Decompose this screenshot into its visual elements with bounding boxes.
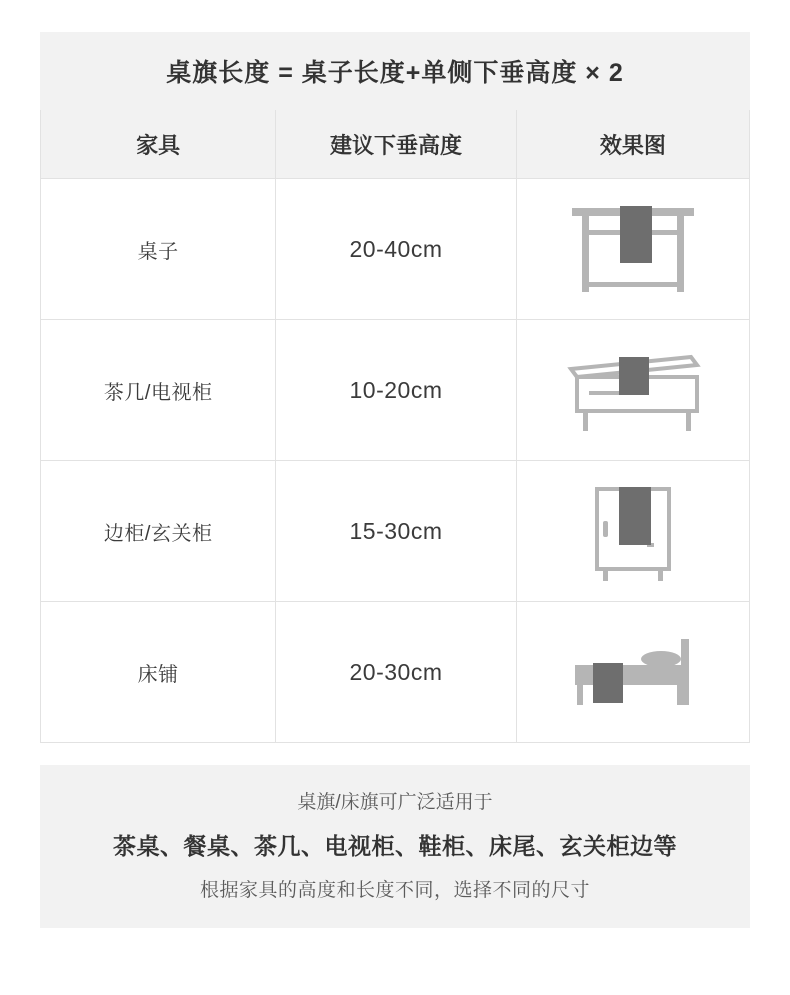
cell-figure	[516, 602, 749, 742]
cell-drop-height	[275, 179, 515, 319]
table-header-row	[41, 110, 749, 178]
side-cabinet-with-runner-icon	[517, 461, 749, 601]
cell-figure	[516, 179, 749, 319]
table-row	[41, 601, 749, 742]
footer-line-1: 桌旗/床旗可广泛适用于	[297, 792, 493, 813]
cell-furniture	[41, 461, 275, 601]
cell-furniture	[41, 179, 275, 319]
table-row	[41, 319, 749, 460]
header-drop-height: 建议下垂高度	[275, 110, 515, 178]
footer-line-2: 茶桌、餐桌、茶几、电视柜、鞋柜、床尾、玄关柜边等	[113, 833, 677, 859]
formula-banner	[40, 32, 750, 110]
cell-drop-height	[275, 461, 515, 601]
coffee-table-with-runner-icon	[517, 320, 749, 460]
cell-drop-height	[275, 602, 515, 742]
cell-furniture	[41, 602, 275, 742]
size-guide-table	[40, 110, 750, 743]
furniture-label: 床铺	[137, 663, 179, 686]
footer-line-3: 根据家具的高度和长度不同，选择不同的尺寸	[199, 880, 590, 901]
table-row	[41, 460, 749, 601]
desk-with-runner-icon	[517, 179, 749, 319]
cell-furniture	[41, 320, 275, 460]
cell-figure	[516, 320, 749, 460]
formula-text: 桌旗长度 = 桌子长度+单侧下垂高度 × 2	[166, 59, 624, 87]
table-row	[41, 178, 749, 319]
furniture-label: 边柜/玄关柜	[103, 522, 213, 545]
drop-height-label: 20-40cm	[349, 235, 443, 262]
cell-drop-height	[275, 320, 515, 460]
footer-note	[40, 765, 750, 928]
furniture-label: 茶几/电视柜	[103, 381, 213, 404]
header-figure: 效果图	[516, 110, 749, 178]
furniture-label: 桌子	[137, 240, 179, 263]
drop-height-label: 15-30cm	[349, 517, 443, 544]
bed-with-runner-icon	[517, 602, 749, 742]
drop-height-label: 20-30cm	[349, 658, 443, 685]
header-furniture: 家具	[136, 132, 181, 158]
cell-figure	[516, 461, 749, 601]
drop-height-label: 10-20cm	[349, 376, 443, 403]
